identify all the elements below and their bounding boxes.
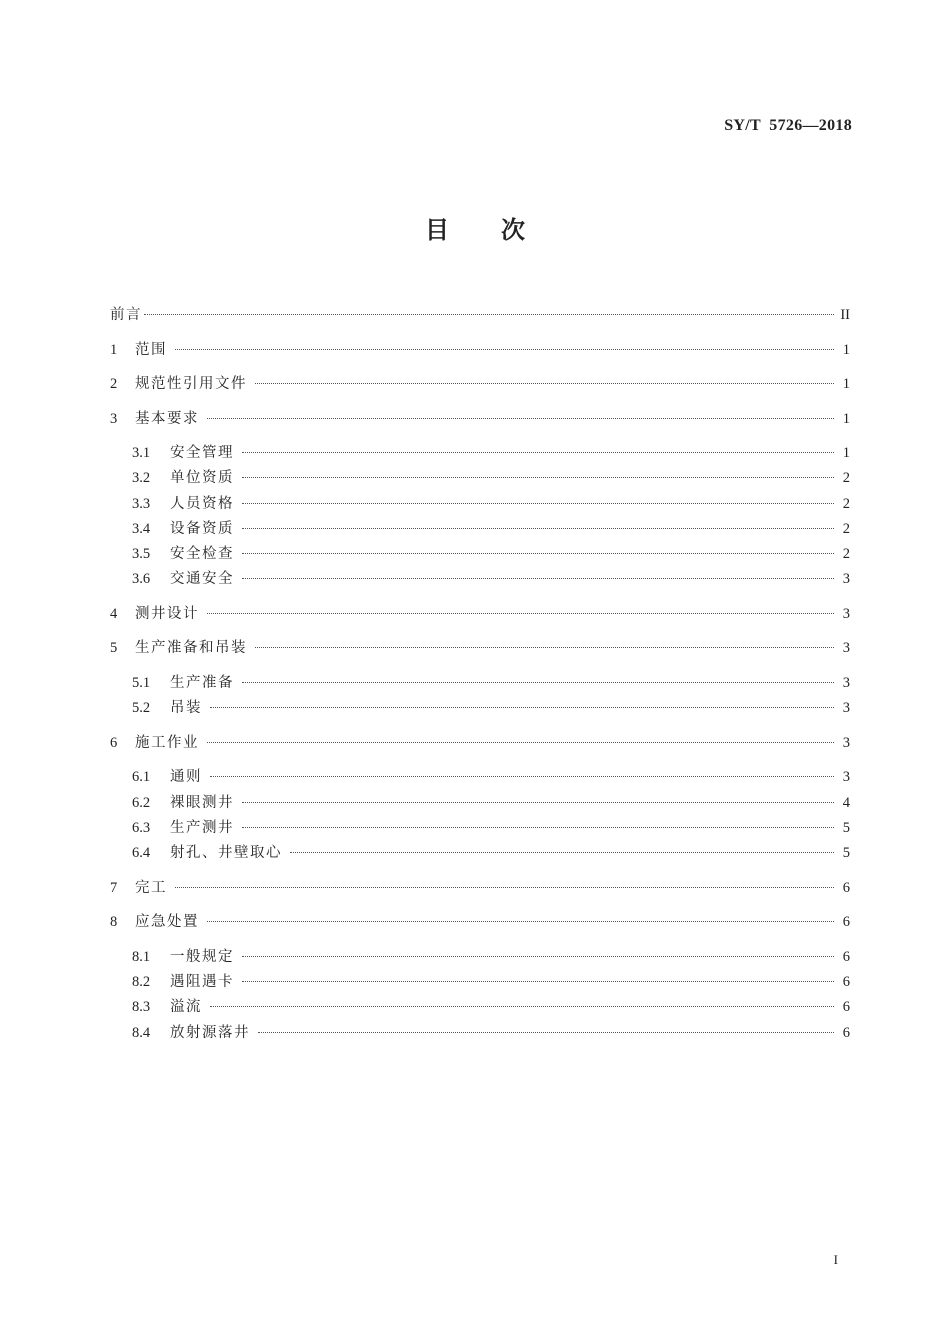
toc-entry[interactable] (110, 567, 850, 602)
toc-entry-label: 人员资格 (170, 495, 234, 512)
toc-entry-label: 施工作业 (135, 734, 199, 751)
toc-entry-page: 1 (842, 376, 850, 392)
toc-entry-number: 3 (110, 410, 118, 427)
toc-entry-number: 1 (110, 341, 118, 358)
toc-entry-number: 8.1 (132, 948, 151, 965)
toc-entry[interactable] (110, 910, 850, 945)
toc-entry-page: 6 (842, 914, 850, 931)
table-of-contents (110, 303, 850, 1046)
toc-entry-page: 3 (842, 640, 850, 657)
toc-entry-number: 8.3 (132, 999, 151, 1016)
toc-entry-label: 应急处置 (135, 914, 199, 931)
toc-entry-number: 2 (110, 376, 118, 392)
toc-entry[interactable] (110, 876, 850, 911)
toc-entry-number: 3.2 (132, 470, 151, 487)
toc-entry-label: 溢流 (170, 999, 202, 1016)
toc-dot-leader (207, 613, 834, 614)
toc-entry-page: 3 (842, 571, 850, 588)
toc-entry-label: 安全管理 (170, 445, 234, 461)
toc-entry-page: 5 (842, 845, 850, 862)
toc-entry-label: 放射源落井 (170, 1024, 250, 1041)
toc-entry-label: 范围 (135, 341, 167, 358)
toc-entry-number: 6.1 (132, 769, 151, 786)
toc-dot-leader (242, 477, 834, 478)
toc-entry-label: 生产准备和吊装 (135, 640, 247, 657)
toc-dot-leader (210, 707, 834, 708)
toc-entry-page: 3 (842, 674, 850, 691)
toc-entry-label: 安全检查 (170, 546, 234, 563)
toc-dot-leader (242, 528, 834, 529)
toc-entry-label: 规范性引用文件 (135, 376, 247, 392)
toc-entry[interactable] (110, 995, 850, 1020)
toc-entry[interactable] (110, 970, 850, 995)
toc-entry[interactable] (110, 372, 850, 407)
toc-dot-leader (242, 682, 834, 683)
toc-entry-page: 6 (842, 879, 850, 896)
toc-dot-leader (242, 553, 834, 554)
toc-entry[interactable] (110, 1021, 850, 1046)
toc-entry[interactable] (110, 602, 850, 637)
toc-entry[interactable] (110, 671, 850, 696)
toc-entry-page: 2 (842, 546, 850, 563)
toc-entry[interactable] (110, 466, 850, 491)
toc-entry-page: 6 (842, 1024, 850, 1041)
toc-dot-leader (242, 503, 834, 504)
toc-entry-number: 3.3 (132, 495, 151, 512)
toc-entry-number: 8.2 (132, 973, 151, 990)
toc-entry-label: 完工 (135, 879, 167, 896)
toc-entry[interactable] (110, 517, 850, 542)
toc-entry[interactable] (110, 731, 850, 766)
toc-entry-label: 通则 (170, 769, 202, 786)
toc-entry-number: 5 (110, 640, 118, 657)
toc-dot-leader (207, 742, 834, 743)
toc-entry-number: 6 (110, 734, 118, 751)
toc-dot-leader (242, 802, 834, 803)
toc-entry-page: 3 (842, 605, 850, 622)
toc-entry[interactable] (110, 841, 850, 876)
toc-entry-page: 5 (842, 819, 850, 836)
toc-entry-label: 一般规定 (170, 948, 234, 965)
toc-dot-leader (144, 314, 834, 315)
toc-entry[interactable] (110, 636, 850, 671)
toc-entry-label: 射孔、井壁取心 (170, 845, 282, 862)
toc-entry-label: 裸眼测井 (170, 794, 234, 811)
toc-entry-number: 7 (110, 879, 118, 896)
toc-entry[interactable] (110, 816, 850, 841)
toc-entry-page: 6 (842, 973, 850, 990)
toc-entry[interactable] (110, 441, 850, 466)
toc-entry-label: 生产准备 (170, 674, 234, 691)
toc-entry-label: 测井设计 (135, 605, 199, 622)
page-number: I (833, 1252, 838, 1267)
toc-dot-leader (210, 1006, 834, 1007)
toc-entry-number: 4 (110, 605, 118, 622)
toc-entry-page: 2 (842, 495, 850, 512)
toc-entry[interactable] (110, 696, 850, 731)
toc-entry-number: 6.2 (132, 794, 151, 811)
toc-entry[interactable] (110, 407, 850, 442)
toc-entry-number: 6.4 (132, 845, 151, 862)
toc-entry-page: 1 (842, 445, 850, 461)
toc-dot-leader (242, 452, 834, 453)
toc-dot-leader (175, 349, 834, 350)
toc-entry-page: 1 (842, 410, 850, 427)
toc-entry-label: 前言 (110, 307, 142, 323)
toc-entry-page: 2 (842, 520, 850, 537)
toc-entry-number: 5.1 (132, 674, 151, 691)
toc-entry-page: 2 (842, 470, 850, 487)
toc-entry[interactable] (110, 338, 850, 373)
toc-entry-page: 6 (842, 948, 850, 965)
toc-entry-number: 3.4 (132, 520, 151, 537)
toc-entry-page: II (840, 307, 850, 323)
toc-dot-leader (210, 776, 834, 777)
toc-entry[interactable] (110, 945, 850, 970)
toc-entry[interactable] (110, 492, 850, 517)
toc-dot-leader (207, 418, 834, 419)
toc-entry-label: 设备资质 (170, 520, 234, 537)
toc-entry-number: 5.2 (132, 700, 151, 717)
toc-entry[interactable] (110, 765, 850, 790)
toc-entry-page: 6 (842, 999, 850, 1016)
toc-dot-leader (242, 981, 834, 982)
toc-dot-leader (258, 1032, 834, 1033)
toc-entry[interactable] (110, 303, 850, 338)
toc-entry-number: 6.3 (132, 819, 151, 836)
toc-entry-label: 交通安全 (170, 571, 234, 588)
toc-entry-page: 4 (842, 794, 850, 811)
page-title: 目次 (425, 216, 577, 244)
toc-entry-number: 3.6 (132, 571, 151, 588)
toc-entry-page: 1 (842, 341, 850, 358)
toc-dot-leader (242, 827, 834, 828)
toc-dot-leader (242, 956, 834, 957)
toc-entry-label: 生产测井 (170, 819, 234, 836)
toc-dot-leader (255, 383, 834, 384)
toc-dot-leader (175, 887, 834, 888)
toc-entry-number: 8.4 (132, 1024, 151, 1041)
toc-dot-leader (290, 852, 834, 853)
toc-entry-page: 3 (842, 734, 850, 751)
toc-entry-label: 遇阻遇卡 (170, 973, 234, 990)
toc-entry-page: 3 (842, 700, 850, 717)
standard-code: SY/T 5726—2018 (724, 117, 852, 134)
toc-entry-label: 吊装 (170, 700, 202, 717)
toc-entry-number: 3.5 (132, 546, 151, 563)
toc-entry-label: 基本要求 (135, 410, 199, 427)
toc-entry-number: 8 (110, 914, 118, 931)
toc-entry[interactable] (110, 791, 850, 816)
toc-dot-leader (207, 921, 834, 922)
toc-entry[interactable] (110, 542, 850, 567)
toc-dot-leader (255, 647, 834, 648)
toc-entry-label: 单位资质 (170, 470, 234, 487)
toc-entry-page: 3 (842, 769, 850, 786)
toc-entry-number: 3.1 (132, 445, 151, 461)
toc-dot-leader (242, 578, 834, 579)
